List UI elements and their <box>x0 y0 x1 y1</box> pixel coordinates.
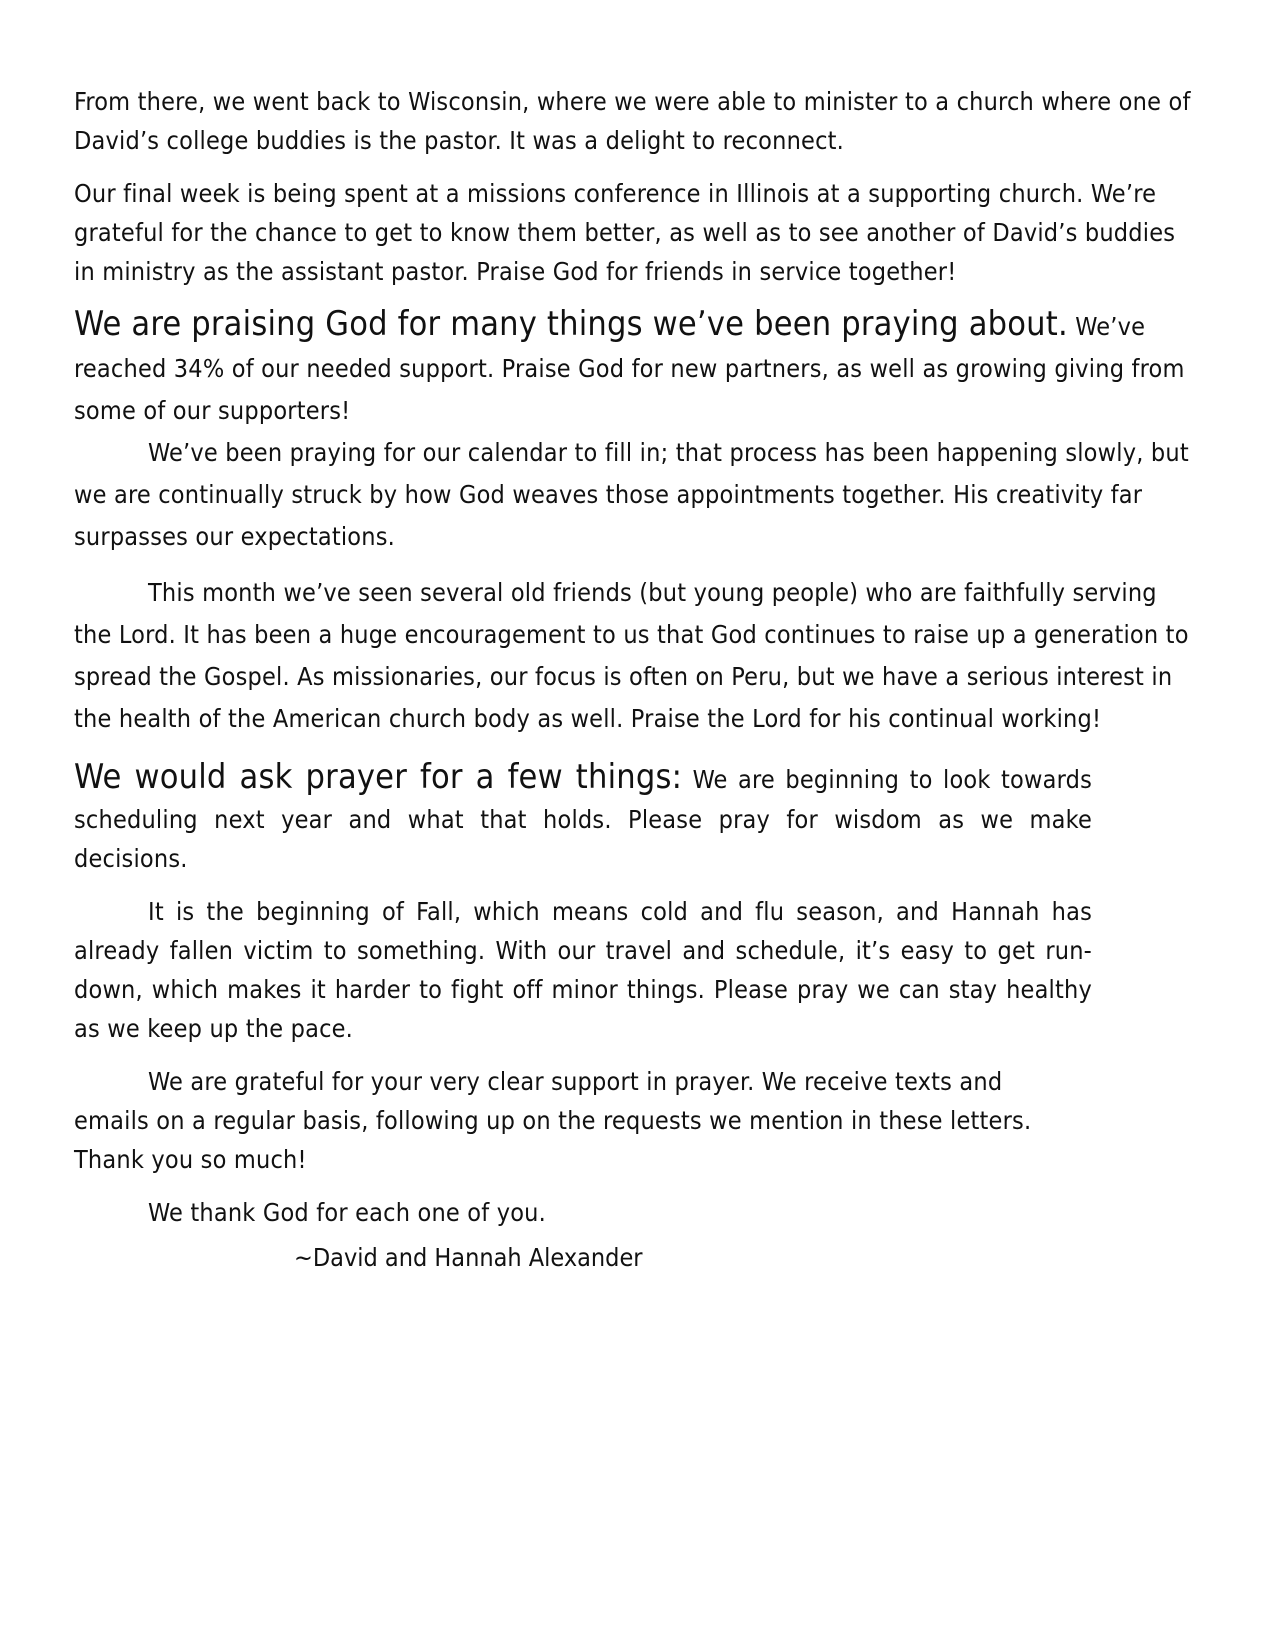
praise-intro-text: We’ve reached 34% of our needed support. Praise God for new partners, as well as growing giving from some of our supporters! <box>74 312 1185 425</box>
prayer-heading: We would ask prayer for a few things: <box>74 757 683 797</box>
closing-gratitude-paragraph: We are grateful for your very clear support in prayer. We receive texts and emails on a regular basis, following up on the requests we mention in these letters. Thank you so much! <box>74 1067 1032 1174</box>
praise-heading: We are praising God for many things we’ve been praying about. <box>74 304 1068 344</box>
closing-thanks-paragraph: We thank God for each one of you. <box>148 1198 546 1227</box>
paragraph-illinois: Our final week is being spent at a missions conference in Illinois at a supporting church. We’re grateful for the chance to get to know them better, as well as to see another of David’s buddies in ministry as the assistant pastor. Praise God for friends in service together! <box>74 179 1176 286</box>
prayer-health-paragraph: It is the beginning of Fall, which means cold and flu season, and Hannah has already fallen victim to something. With our travel and schedule, it’s easy to get run-down, which makes it harder to fight off minor things. Please pray we can stay healthy as we keep up the pace. <box>74 897 1092 1043</box>
paragraph-wisconsin: From there, we went back to Wisconsin, where we were able to minister to a church where one of David’s college buddies is the pastor. It was a delight to reconnect. <box>74 87 1191 155</box>
signature: ~David and Hannah Alexander <box>294 1243 643 1272</box>
letter-page <box>74 82 1194 1277</box>
praise-intro-paragraph <box>74 301 1194 432</box>
prayer-intro-text: We are beginning to look towards scheduling next year and what that holds. Please pray for wisdom as we make decisions. <box>74 765 1092 873</box>
prayer-intro-paragraph <box>74 754 1092 878</box>
praise-friends-paragraph: This month we’ve seen several old friends (but young people) who are faithfully serving the Lord. It has been a huge encouragement to us that God continues to raise up a generation to spread the Gospel. As missionaries, our focus is often on Peru, but we have a serious interest in the health of the American church body as well. Praise the Lord for his continual working! <box>74 578 1189 733</box>
praise-calendar-paragraph: We’ve been praying for our calendar to fill in; that process has been happening slowly, but we are continually struck by how God weaves those appointments together. His creativity far surpasses our expectations. <box>74 438 1189 551</box>
